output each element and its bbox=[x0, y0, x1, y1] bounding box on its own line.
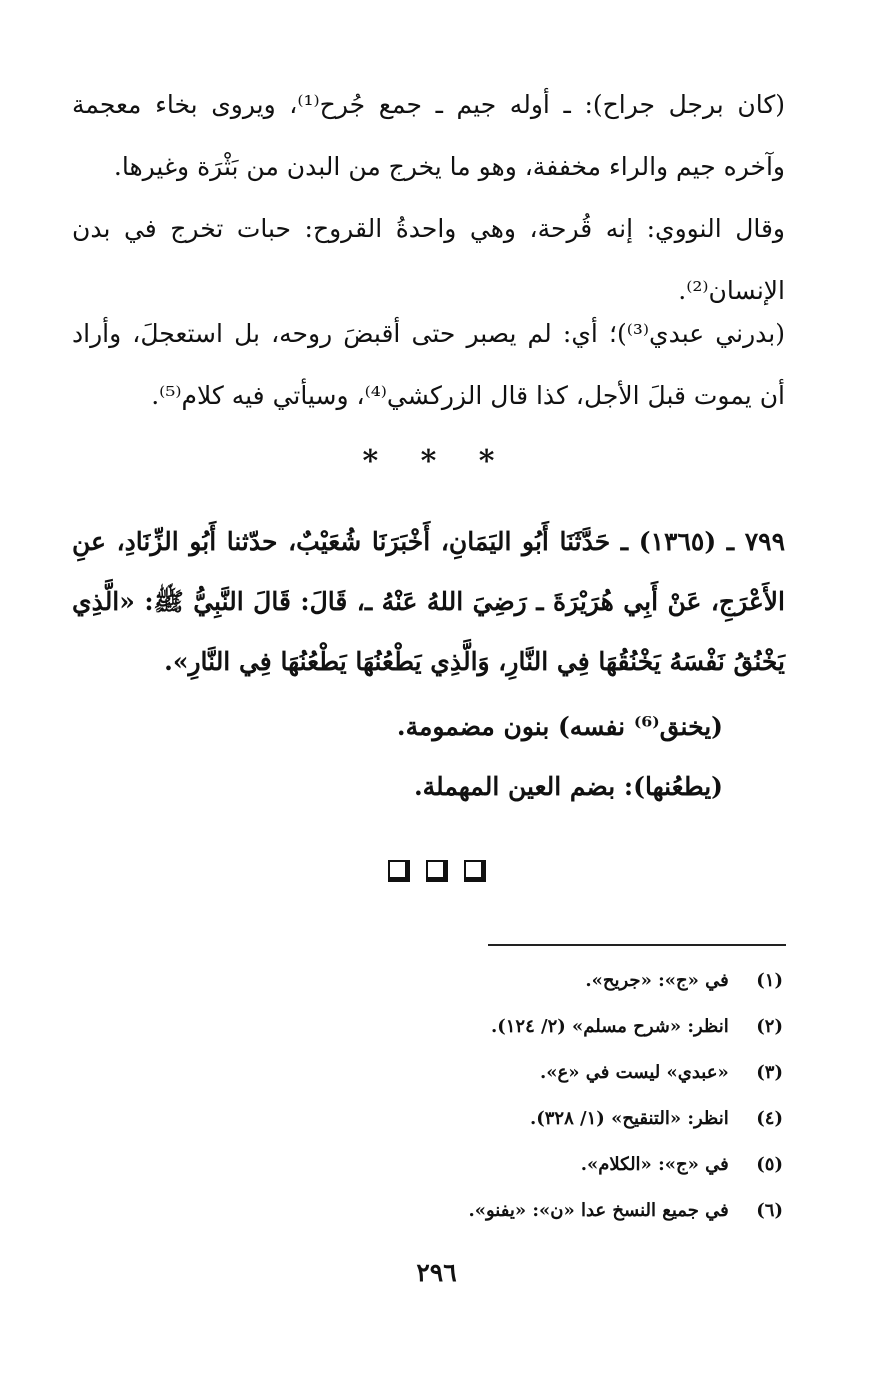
footnote-text: في جميع النسخ عدا «ن»: «يفنو». bbox=[468, 1200, 729, 1221]
footnote-number: (٤) bbox=[756, 1108, 783, 1129]
page-number: ٢٩٦ bbox=[416, 1258, 457, 1287]
footnote-6 bbox=[468, 1188, 783, 1234]
footnote-number: (٣) bbox=[756, 1062, 783, 1083]
square-ornament-icon bbox=[388, 860, 410, 882]
footnote-text: في «ج»: «جريح». bbox=[585, 970, 729, 991]
note-yatunuha: (يطعُنها): بضم العين المهملة. bbox=[413, 772, 723, 801]
footnote-text: «عبدي» ليست في «ع». bbox=[539, 1062, 729, 1083]
footnote-text: انظر: «التنقيح» (١/ ٣٢٨). bbox=[529, 1108, 729, 1129]
footnote-text: في «ج»: «الكلام». bbox=[580, 1154, 729, 1175]
footnote-4 bbox=[468, 1096, 783, 1142]
commentary-paragraph-3: (بدرني عبدي⁽³⁾)؛ أي: لم يصبر حتى أقبضَ روحه، بل استعجلَ، وأراد أن يموت قبلَ الأجل، كذا قال الزركشي⁽⁴⁾، وسيأتي فيه كلام⁽⁵⁾. bbox=[72, 319, 785, 410]
square-ornament-icon bbox=[464, 860, 486, 882]
footnote-number: (٥) bbox=[756, 1154, 783, 1175]
hadith-text: ٧٩٩ ـ (١٣٦٥) ـ حَدَّثَنَا أَبُو اليَمَانِ، أَخْبَرَنَا شُعَيْبٌ، حدّثنا أَبُو الزِّنَادِ، عنِ الأَعْرَجِ، عَنْ أَبِي هُرَيْرَةَ ـ رَضِيَ اللهُ عَنْهُ ـ، قَالَ: قَالَ النَّبِيُّ ﷺ: «الَّذِي يَخْنُقُ نَفْسَهُ يَخْنُقُهَا فِي النَّارِ، وَالَّذِي يَطْعُنُهَا يَطْعُنُهَا فِي النَّارِ». bbox=[72, 527, 786, 676]
section-separator: * * * bbox=[362, 444, 511, 479]
footnote-3 bbox=[468, 1050, 783, 1096]
footnote-5 bbox=[468, 1142, 783, 1188]
end-of-section-marker bbox=[0, 860, 873, 882]
square-ornament-icon bbox=[426, 860, 448, 882]
footnote-separator-line bbox=[488, 944, 786, 946]
footnote-number: (٦) bbox=[756, 1200, 783, 1221]
note-yakhnuq: (يخنق⁽⁶⁾ نفسه) بنون مضمومة. bbox=[396, 712, 723, 741]
commentary-paragraph-2: وقال النووي: إنه قُرحة، وهي واحدةُ القروح: حبات تخرج في بدن الإنسان⁽²⁾. bbox=[72, 214, 785, 305]
footnote-list bbox=[468, 958, 783, 1234]
footnote-1 bbox=[468, 958, 783, 1004]
footnote-text: انظر: «شرح مسلم» (٢/ ١٢٤). bbox=[490, 1016, 729, 1037]
footnote-number: (٢) bbox=[756, 1016, 783, 1037]
footnote-2 bbox=[468, 1004, 783, 1050]
footnote-number: (١) bbox=[756, 970, 783, 991]
commentary-paragraph-1: (كان برجل جراح): ـ أوله جيم ـ جمع جُرح⁽¹⁾، ويروى بخاء معجمة وآخره جيم والراء مخففة، وهو ما يخرج من البدن من بَثْرَة وغيرها. bbox=[72, 90, 785, 181]
